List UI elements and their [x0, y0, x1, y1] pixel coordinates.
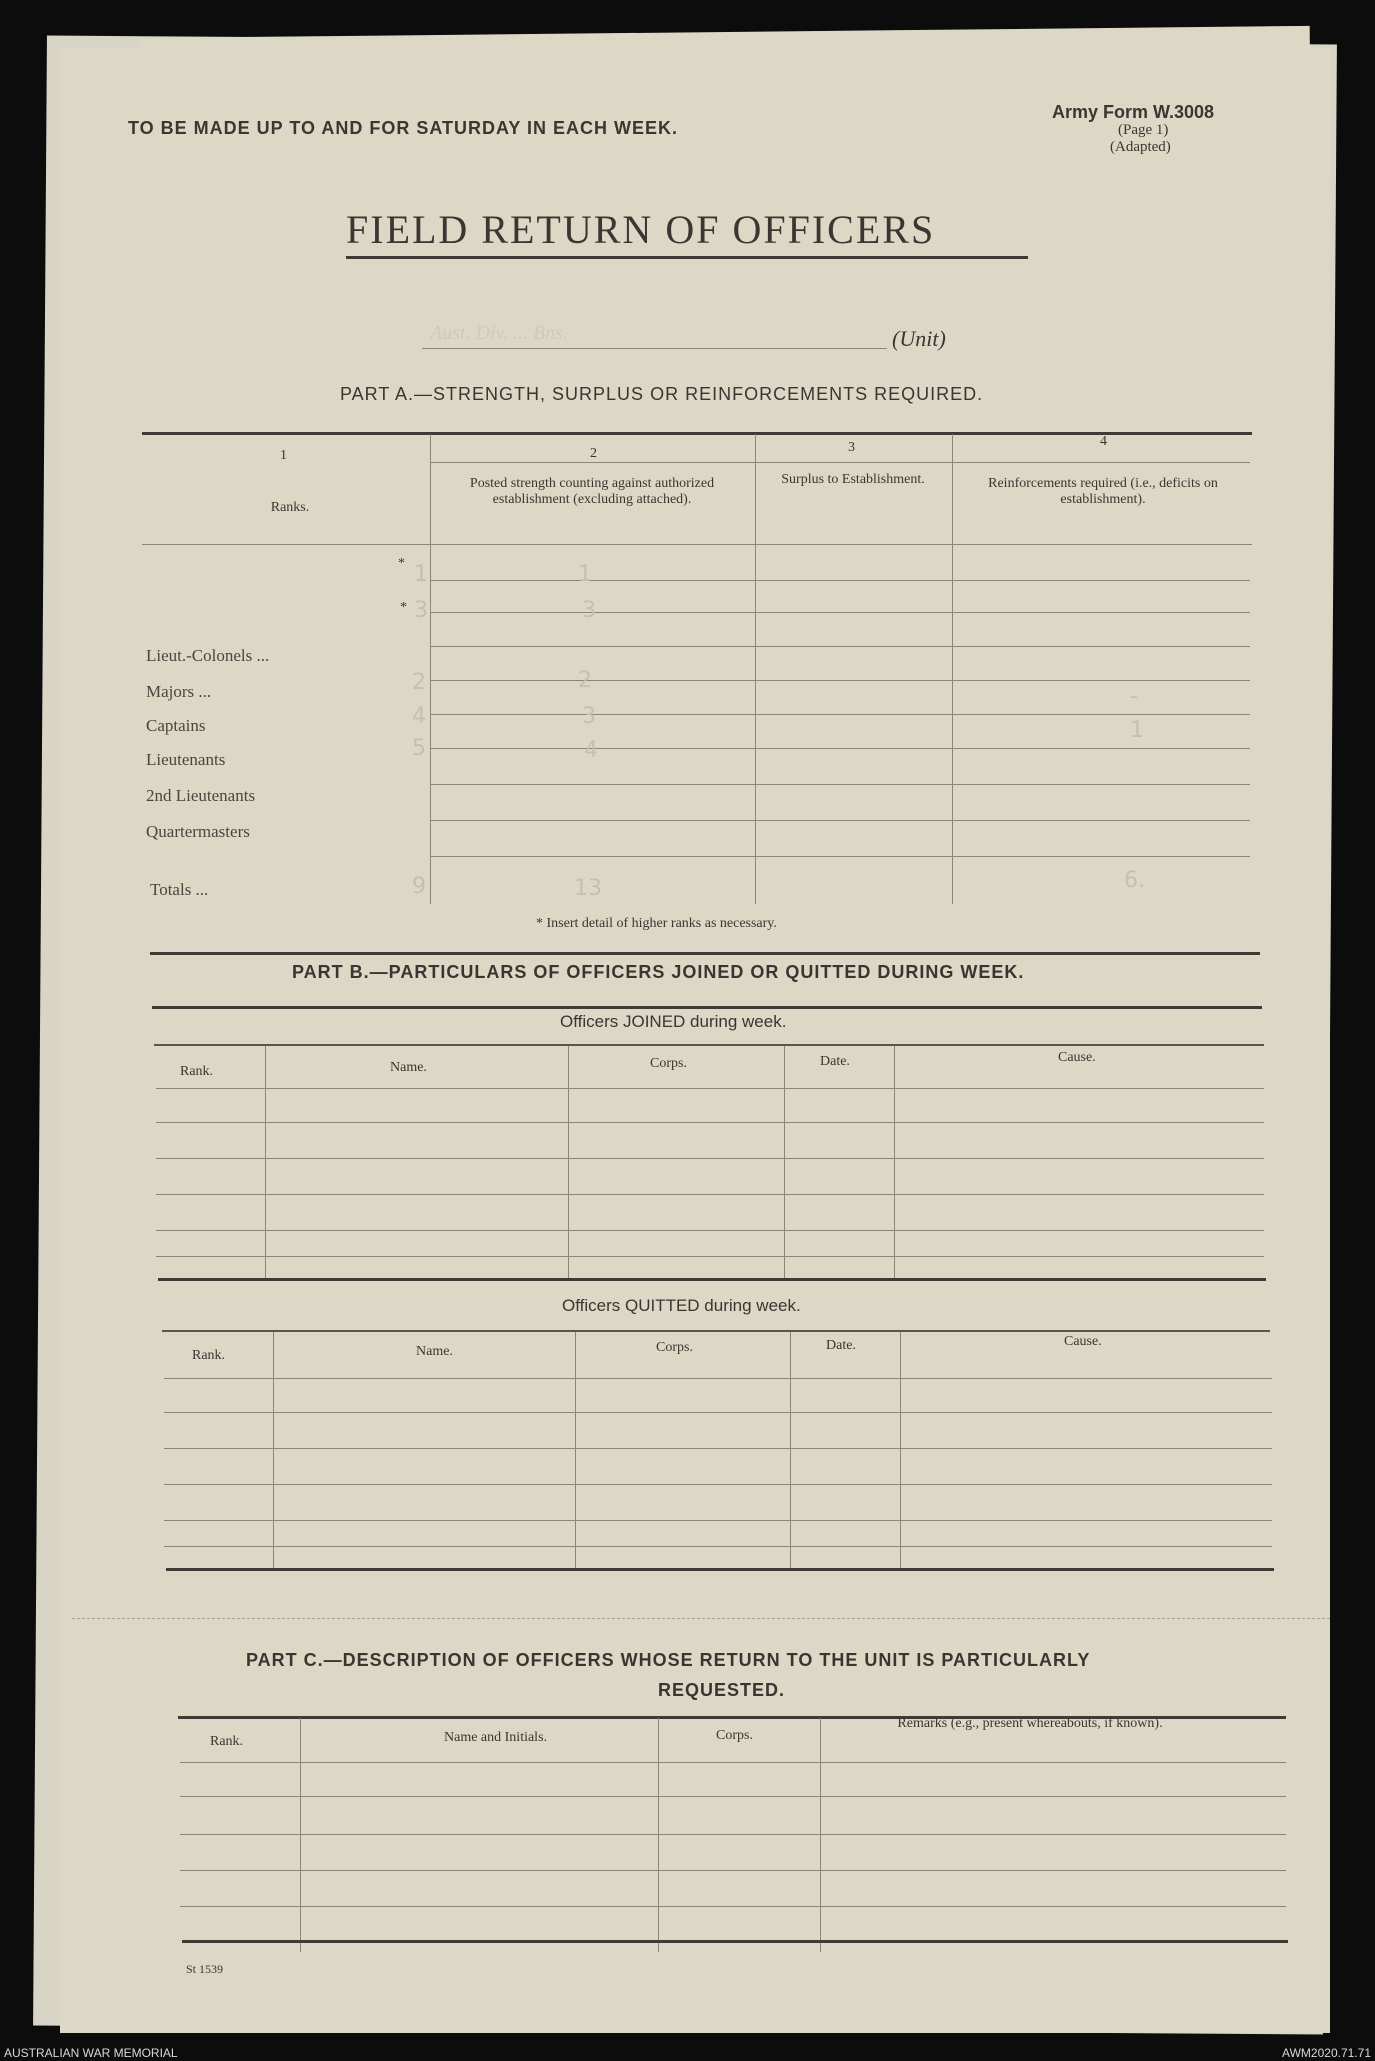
star-mark-1: * — [398, 556, 405, 571]
quitted-head-date: Date. — [826, 1338, 856, 1353]
quitted-row-rule-3 — [164, 1448, 1272, 1449]
hand-lieut-c1: 5 — [412, 736, 426, 761]
instruction-text: TO BE MADE UP TO AND FOR SATURDAY IN EACH WEEK. — [128, 118, 679, 138]
row-rule-6 — [430, 748, 1250, 749]
part-c-head-name: Name and Initials. — [444, 1730, 548, 1745]
unit-line — [422, 348, 887, 349]
part-c-col-divider-2 — [658, 1718, 659, 1952]
joined-head-date: Date. — [820, 1054, 850, 1069]
joined-head-rank: Rank. — [180, 1064, 214, 1079]
part-a-col-divider-1 — [430, 434, 431, 904]
quitted-top-rule — [162, 1330, 1270, 1332]
caption-left: AUSTRALIAN WAR MEMORIAL — [4, 2046, 178, 2060]
row-rule-1 — [430, 580, 1250, 581]
joined-row-rule-1 — [156, 1088, 1264, 1089]
quitted-col-divider-3 — [790, 1332, 791, 1568]
quitted-head-name: Name. — [416, 1344, 453, 1359]
caption-right: AWM2020.71.71 — [1282, 2046, 1371, 2060]
quitted-head-corps: Corps. — [656, 1340, 693, 1355]
part-a-footnote: * Insert detail of higher ranks as necessary. — [536, 916, 777, 931]
row-rule-3 — [430, 646, 1250, 647]
joined-col-divider-2 — [568, 1046, 569, 1280]
unit-handwritten: Aust. Div. ... Bns. — [430, 322, 568, 344]
title-underline — [346, 256, 1028, 259]
part-c-col-divider-3 — [820, 1718, 821, 1952]
col-head-ranks: Ranks. — [270, 500, 310, 515]
joined-row-rule-2 — [156, 1122, 1264, 1123]
print-code: St 1539 — [186, 1962, 224, 1976]
col-number-1: 1 — [280, 448, 287, 463]
quitted-col-divider-2 — [575, 1332, 576, 1568]
star-mark-2: * — [400, 600, 407, 615]
col-number-2: 2 — [590, 446, 597, 461]
part-c-row-rule-2 — [180, 1796, 1286, 1797]
hand-captains-c2: 3 — [582, 704, 596, 729]
hand-majors-c2: 2 — [578, 668, 592, 693]
quitted-col-divider-1 — [273, 1332, 274, 1568]
part-c-row-rule-3 — [180, 1834, 1286, 1835]
part-a-bottom-rule — [150, 952, 1260, 955]
hand-captains-c4: 1 — [1130, 718, 1144, 743]
form-adapted: (Adapted) — [1110, 139, 1171, 155]
hand-r2-c2: 3 — [582, 598, 596, 623]
quitted-row-rule-5 — [164, 1520, 1272, 1521]
hand-r1-c2: 1 — [578, 562, 592, 587]
hand-majors-c4: - — [1130, 684, 1138, 709]
hand-totals-c1: 9 — [412, 874, 426, 899]
row-rule-8 — [430, 820, 1250, 821]
row-rule-7 — [430, 784, 1250, 785]
part-c-title-line2: REQUESTED. — [658, 1680, 786, 1700]
rank-majors: Majors ... — [146, 682, 212, 701]
hand-r2-c1: 3 — [414, 598, 428, 623]
part-a-title: PART A.—STRENGTH, SURPLUS OR REINFORCEMENTS REQUIRED. — [340, 384, 984, 404]
quitted-head-rank: Rank. — [192, 1348, 226, 1363]
form-page: (Page 1) — [1118, 122, 1169, 138]
col-head-posted: Posted strength counting against authorized establishment (excluding attached). — [469, 476, 715, 507]
part-b-title: PART B.—PARTICULARS OF OFFICERS JOINED OR QUITTED DURING WEEK. — [292, 962, 1025, 982]
part-c-head-corps: Corps. — [716, 1728, 753, 1743]
rank-quartermasters: Quartermasters — [146, 822, 250, 841]
row-rule-5 — [430, 714, 1250, 715]
joined-head-cause: Cause. — [1058, 1050, 1096, 1065]
fold-line — [72, 1618, 1330, 1619]
hand-r1-c1: 1 — [414, 562, 428, 587]
part-a-header-rule — [142, 544, 1252, 545]
part-c-head-rank: Rank. — [210, 1734, 244, 1749]
rank-totals: Totals ... — [150, 880, 209, 899]
part-a-col-divider-3 — [952, 434, 953, 904]
joined-col-divider-3 — [784, 1046, 785, 1280]
quitted-col-divider-4 — [900, 1332, 901, 1568]
part-c-col-divider-1 — [300, 1718, 301, 1952]
row-rule-9 — [430, 856, 1250, 857]
col-head-reinforcements: Reinforcements required (i.e., deficits on establishment). — [988, 476, 1218, 507]
joined-col-divider-4 — [894, 1046, 895, 1280]
row-rule-2 — [430, 612, 1250, 613]
page-title: FIELD RETURN OF OFFICERS — [346, 207, 936, 252]
joined-bottom-rule — [158, 1278, 1266, 1281]
col-number-rule — [430, 462, 1250, 463]
joined-col-divider-1 — [265, 1046, 266, 1280]
col-number-3: 3 — [848, 440, 855, 455]
hand-totals-c4: 6. — [1124, 868, 1145, 893]
part-c-row-rule-1 — [180, 1762, 1286, 1763]
form-sheet — [60, 48, 1330, 2033]
hand-lieut-c2: 4 — [584, 738, 598, 763]
joined-row-rule-5 — [156, 1230, 1264, 1231]
quitted-row-rule-6 — [164, 1546, 1272, 1547]
part-c-row-rule-5 — [180, 1906, 1286, 1907]
joined-row-rule-6 — [156, 1256, 1264, 1257]
quitted-title: Officers QUITTED during week. — [562, 1296, 801, 1315]
joined-row-rule-3 — [156, 1158, 1264, 1159]
quitted-head-cause: Cause. — [1064, 1334, 1102, 1349]
col-number-4: 4 — [1100, 434, 1107, 449]
part-c-title-line1: PART C.—DESCRIPTION OF OFFICERS WHOSE RETURN TO THE UNIT IS PARTICULARLY — [246, 1650, 1091, 1670]
rank-captains: Captains — [146, 716, 206, 735]
part-b-top-rule — [152, 1006, 1262, 1009]
joined-top-rule — [154, 1044, 1264, 1046]
part-a-top-rule — [142, 432, 1252, 435]
col-head-surplus: Surplus to Establishment. — [781, 472, 925, 487]
part-c-head-remarks: Remarks (e.g., present whereabouts, if known). — [897, 1716, 1163, 1731]
part-a-col-divider-2 — [755, 434, 756, 904]
joined-title: Officers JOINED during week. — [560, 1012, 787, 1031]
hand-majors-c1: 2 — [412, 670, 426, 695]
part-c-row-rule-4 — [180, 1870, 1286, 1871]
part-c-bottom-rule — [182, 1940, 1288, 1943]
hand-captains-c1: 4 — [412, 704, 426, 729]
joined-head-name: Name. — [390, 1060, 427, 1075]
joined-head-corps: Corps. — [650, 1056, 687, 1071]
rank-lieutenants: Lieutenants — [146, 750, 226, 769]
row-rule-4 — [430, 680, 1250, 681]
quitted-row-rule-1 — [164, 1378, 1272, 1379]
rank-2nd-lieutenants: 2nd Lieutenants — [146, 786, 256, 805]
quitted-row-rule-4 — [164, 1484, 1272, 1485]
form-number: Army Form W.3008 — [1052, 102, 1215, 122]
quitted-bottom-rule — [166, 1568, 1274, 1571]
rank-lieut-colonels: Lieut.-Colonels ... — [146, 646, 270, 665]
quitted-row-rule-2 — [164, 1412, 1272, 1413]
unit-label: (Unit) — [892, 326, 946, 351]
hand-totals-c2: 13 — [574, 876, 602, 901]
joined-row-rule-4 — [156, 1194, 1264, 1195]
